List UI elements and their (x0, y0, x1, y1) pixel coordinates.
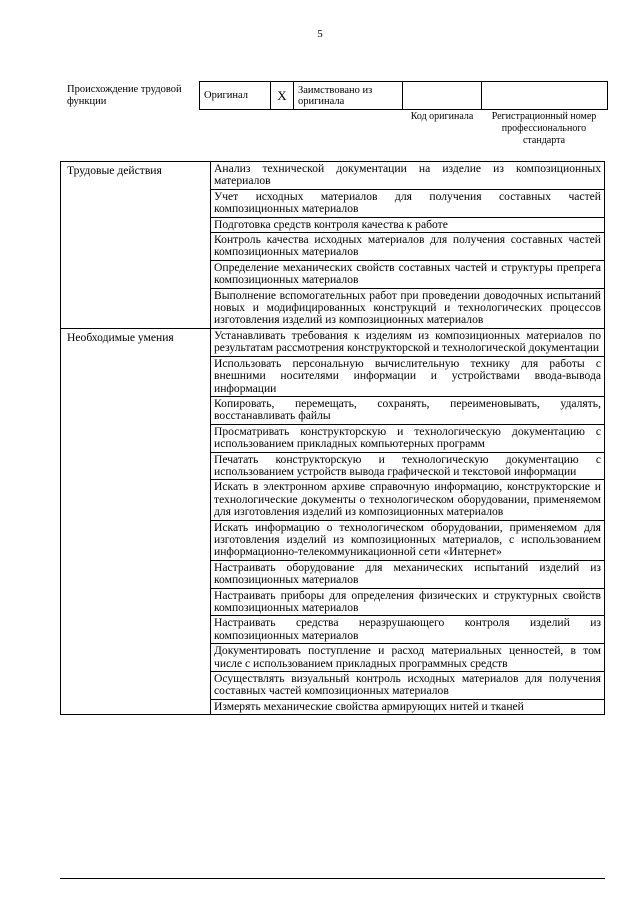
table-cell: Осуществлять визуальный контроль исходных материалов для получения составных частей композиционных материалов (211, 672, 605, 700)
origin-reg-number-cell (482, 82, 608, 110)
table-row (61, 162, 605, 190)
table-cell: Просматривать конструкторскую и технологическую документацию с использованием прикладных компьютерных программ (211, 424, 605, 452)
table-cell: Измерять механические свойства армирующих нитей и тканей (211, 699, 605, 714)
origin-mark-cell: X (271, 82, 294, 110)
section-title-actions: Трудовые действия (61, 162, 211, 329)
table-cell: Искать в электронном архиве справочную информацию, конструкторские и технологические документы о технологическом оборудовании, применяемом для изготовления изделий из композиционных материалов (211, 480, 605, 520)
bottom-divider (60, 878, 605, 879)
origin-label: Происхождение трудовой функции (67, 84, 182, 107)
table-cell: Искать информацию о технологическом оборудовании, применяемом для изготовления изделий из композиционных материалов, с использованием информационно-телекоммуникационной сети «Интернет» (211, 520, 605, 560)
table-cell: Использовать персональную вычислительную технику для работы с внешними носителями информации и устройствами ввода-вывода информации (211, 356, 605, 396)
reg-number-caption: Регистрационный номер профессионального стандарта (491, 111, 597, 146)
main-table (60, 161, 605, 715)
table-cell: Документировать поступление и расход материальных ценностей, в том числе с использованием прикладных программных средств (211, 644, 605, 672)
table-cell: Выполнение вспомогательных работ при проведении доводочных испытаний новых и модифицированных конструкций и технологических процессов изготовления изделий из композиционных материалов (211, 288, 605, 328)
table-cell: Устанавливать требования к изделиям из композиционных материалов по результатам рассмотрения конструкторской и технологической документации (211, 328, 605, 356)
origin-code-cell (403, 82, 482, 110)
section-title-skills: Необходимые умения (61, 328, 211, 714)
code-caption: Код оригинала (410, 111, 474, 122)
table-cell: Настраивать средства неразрушающего контроля изделий из композиционных материалов (211, 616, 605, 644)
table-cell: Определение механических свойств составных частей и структуры препрега композиционных материалов (211, 260, 605, 288)
table-cell: Настраивать оборудование для механических испытаний изделий из композиционных материалов (211, 560, 605, 588)
table-cell: Учет исходных материалов для получения составных частей композиционных материалов (211, 189, 605, 217)
table-cell: Подготовка средств контроля качества к работе (211, 217, 605, 232)
table-row (61, 328, 605, 356)
origin-table (199, 81, 608, 110)
table-cell: Анализ технической документации на изделие из композиционных материалов (211, 162, 605, 190)
table-cell: Копировать, перемещать, сохранять, переименовывать, удалять, восстанавливать файлы (211, 396, 605, 424)
page-number: 5 (317, 28, 323, 40)
table-cell: Печатать конструкторскую и технологическую документацию с использованием устройств вывода графической и текстовой информации (211, 452, 605, 480)
table-cell: Контроль качества исходных материалов для получения составных частей композиционных материалов (211, 233, 605, 261)
origin-original-cell: Оригинал (200, 82, 271, 110)
origin-borrowed-cell: Заимствовано из оригинала (294, 82, 403, 110)
table-cell: Настраивать приборы для определения физических и структурных свойств композиционных материалов (211, 588, 605, 616)
